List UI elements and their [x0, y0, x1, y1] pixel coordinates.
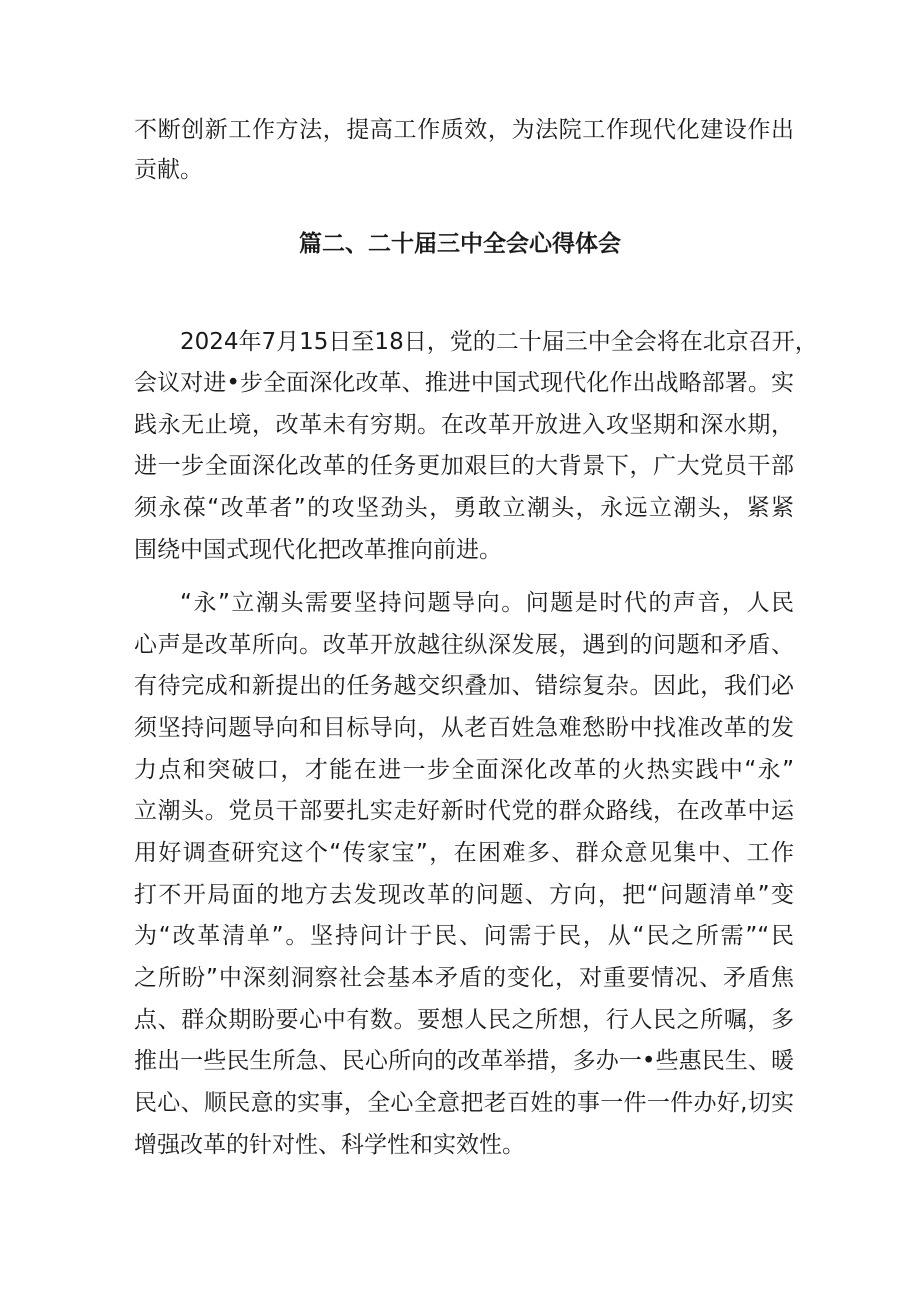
paragraph2-line-6: 立潮头。党员干部要扎实走好新时代党的群众路线，在改革中运 — [134, 798, 794, 824]
section-title: 篇二、二十届三中全会心得体会 — [299, 231, 621, 257]
paragraph2-line-14: 增强改革的针对性、科学性和实效性。 — [134, 1132, 525, 1158]
paragraph1-line-1: 2024年7月15日至18日，党的二十届三中全会将在北京召开， — [180, 329, 818, 355]
paragraph2-line-9: 为“改革清单”。坚持问计于民、问需于民，从“民之所需”“民 — [134, 923, 794, 949]
paragraph1-line-4: 进一步全面深化改革的任务更加艰巨的大背景下，广大党员干部 — [134, 453, 794, 479]
paragraph2-line-7: 用好调查研究这个“传家宝”，在困难多、群众意见集中、工作 — [134, 840, 794, 866]
prev-paragraph-line-1: 不断创新工作方法，提高工作质效，为法院工作现代化建设作出 — [134, 117, 794, 143]
paragraph2-line-1: “永”立潮头需要坚持问题导向。问题是时代的声音，人民 — [180, 590, 794, 616]
paragraph2-line-3: 有待完成和新提出的任务越交织叠加、错综复杂。因此，我们必 — [134, 673, 794, 699]
paragraph1-line-3: 践永无止境，改革未有穷期。在改革开放进入攻坚期和深水期， — [134, 412, 794, 438]
paragraph2-line-5: 力点和突破口，才能在进一步全面深化改革的火热实践中“永” — [134, 757, 794, 783]
paragraph1-line-6: 围绕中国式现代化把改革推向前进。 — [134, 537, 502, 563]
paragraph2-line-4: 须坚持问题导向和目标导向，从老百姓急难愁盼中找准改革的发 — [134, 715, 794, 741]
paragraph2-line-12: 推出一些民生所急、民心所向的改革举措，多办一•些惠民生、暖 — [134, 1048, 794, 1074]
paragraph2-line-11: 点、群众期盼要心中有数。要想人民之所想，行人民之所嘱，多 — [134, 1007, 794, 1033]
paragraph2-line-2: 心声是改革所向。改革开放越往纵深发展，遇到的问题和矛盾、 — [134, 632, 794, 658]
prev-paragraph-line-2: 贡献。 — [134, 157, 203, 183]
paragraph2-line-8: 打不开局面的地方去发现改革的问题、方向，把“问题清单”变 — [134, 882, 794, 908]
paragraph1-line-5: 须永葆“改革者”的攻坚劲头，勇敢立潮头，永远立潮头，紧紧 — [134, 495, 794, 521]
paragraph2-line-10: 之所盼”中深刻洞察社会基本矛盾的变化，对重要情况、矛盾焦 — [134, 965, 794, 991]
paragraph1-line-2: 会议对进•步全面深化改革、推进中国式现代化作出战略部署。实 — [134, 370, 794, 396]
paragraph2-line-13: 民心、顺民意的实事，全心全意把老百姓的事一件一件办好,切实 — [134, 1090, 794, 1116]
